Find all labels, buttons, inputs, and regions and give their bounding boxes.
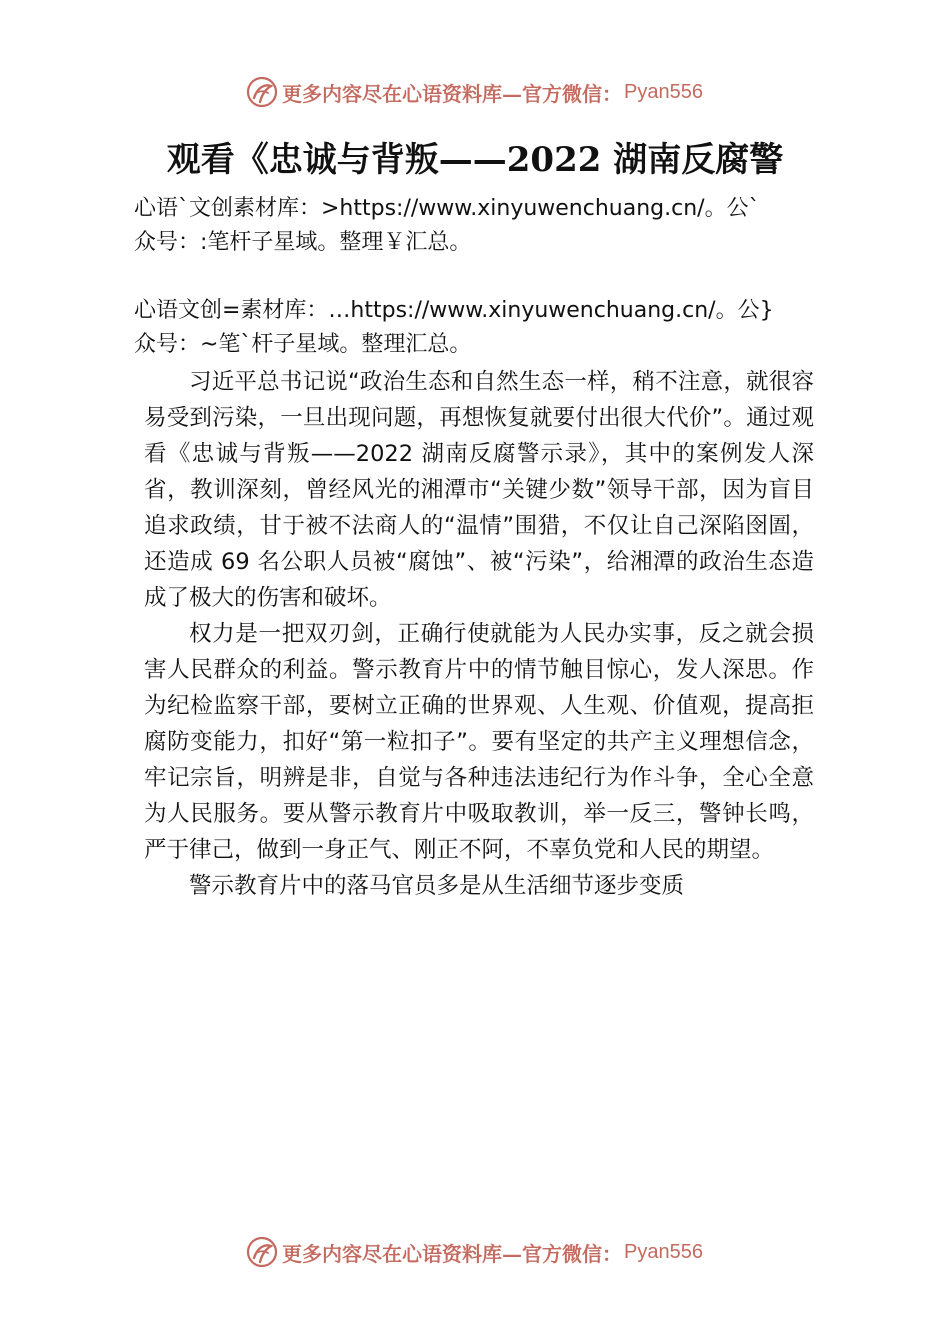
banner-wechat-id: Pyan556	[624, 80, 703, 103]
banner-wechat-id: Pyan556	[624, 1240, 703, 1263]
source-line: 众号：:笔杆子星域。整理￥汇总。	[134, 230, 472, 255]
source-line: 众号：~笔`杆子星域。整理汇总。	[134, 332, 472, 357]
logo-icon	[246, 76, 278, 108]
banner-text: 更多内容尽在心语资料库—官方微信：	[282, 81, 622, 106]
source-line: 心语文创=素材库：…https://www.xinyuwenchuang.cn/。公}	[134, 298, 774, 323]
logo-icon	[246, 1236, 278, 1268]
paragraph: 权力是一把双刃剑，正确行使就能为人民办实事，反之就会损害人民群众的利益。警示教育片中的情节触目惊心，发人深思。作为纪检监察干部，要树立正确的世界观、人生观、价值观，提高拒腐防变能力，扣好“第一粒扣子”。要有坚定的共产主义理想信念，牢记宗旨，明辨是非，自觉与各种违法违纪行为作斗争，全心全意为人民服务。要从警示教育片中吸取教训，举一反三，警钟长鸣，严于律己，做到一身正气、刚正不阿，不辜负党和人民的期望。	[144, 621, 814, 863]
paragraph: 习近平总书记说“政治生态和自然生态一样，稍不注意，就很容易受到污染，一旦出现问题，再想恢复就要付出很大代价”。通过观看《忠诚与背叛——2022 湖南反腐警示录》，其中的案例发人深省，教训深刻，曾经风光的湘潭市“关键少数”领导干部，因为盲目追求政绩，甘于被不法商人的“温情”围猎，不仅让自己深陷囹圄，还造成 69 名公职人员被“腐蚀”、被“污染”，给湘潭的政治生态造成了极大的伤害和破坏。	[144, 369, 814, 611]
source-line: 心语`文创素材库：>https://www.xinyuwenchuang.cn/。公`	[134, 196, 760, 221]
footer-banner	[246, 1234, 703, 1270]
article-body	[144, 364, 814, 904]
source-block	[134, 294, 854, 362]
page-title: 观看《忠诚与背叛——2022 湖南反腐警	[166, 140, 784, 180]
header-banner	[246, 74, 703, 110]
banner-text: 更多内容尽在心语资料库—官方微信：	[282, 1241, 622, 1266]
paragraph: 警示教育片中的落马官员多是从生活细节逐步变质	[189, 873, 685, 899]
source-block	[134, 192, 854, 260]
